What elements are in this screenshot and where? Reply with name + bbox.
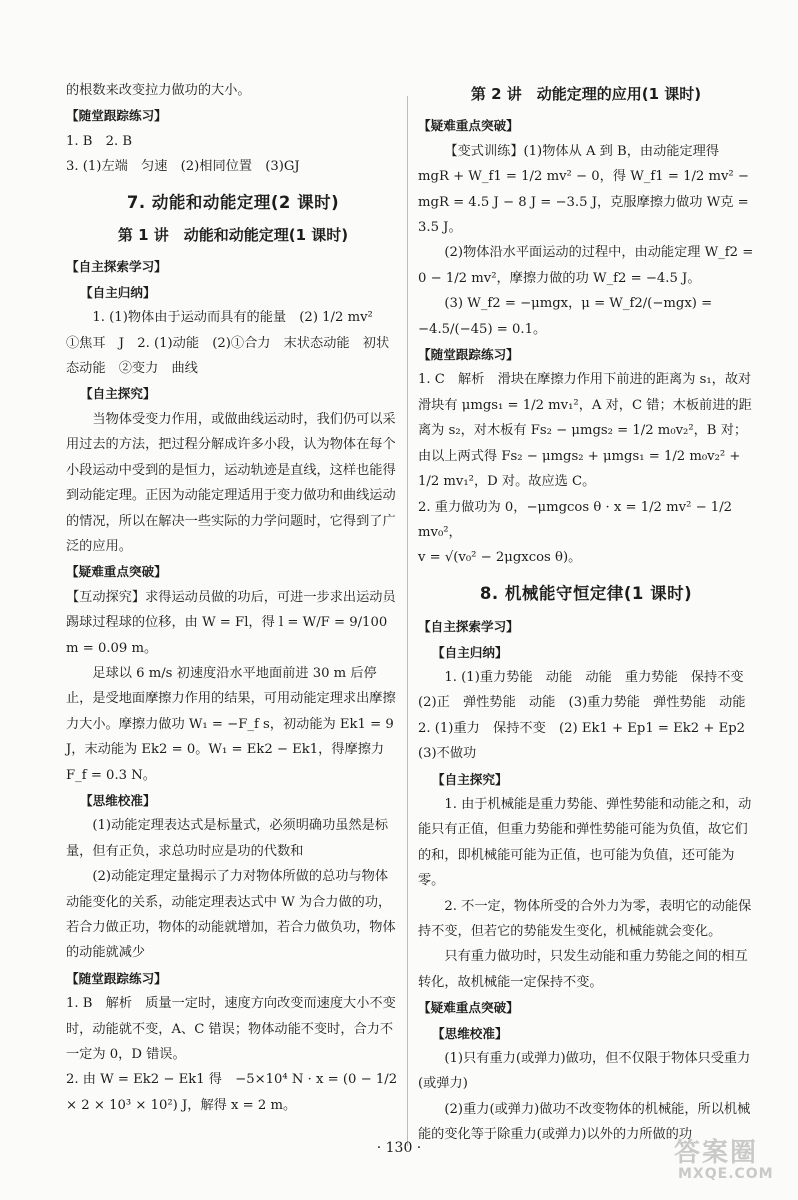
paragraph: 1. B 解析 质量一定时，速度方向改变而速度大小不变时，动能就不变，A、C 错误；物体动能不变时，合力不一定为 0，D 错误。: [66, 996, 396, 1063]
page-number: · 130 ·: [376, 1140, 422, 1156]
column-divider: [407, 96, 408, 1146]
answer-line: 1. (1)物体由于运动而具有的能量 (2) 1/2 mv²: [92, 310, 373, 326]
paragraph: 1. C 解析 滑块在摩擦力作用下前进的距离为 s₁，故对滑块有 μmgs₁ = 1/2 mv₁²，A 对，C 错；木板前进的距离为 s₂，对木板有 Fs₂ − μmgs₂ = 1/2 m₀v₂²，B 对；由以上两式得 Fs₂ − μmgs₂ + μmgs₁ = 1/2 m₀v₂² + 1/2 mv₁²，D 对。故应选 C。: [418, 372, 752, 490]
watermark-logo: [668, 1128, 780, 1190]
subsection-tag: 【自主归纳】: [432, 644, 508, 660]
left-column: [66, 78, 400, 1118]
section-tag: 【随堂跟踪练习】: [66, 970, 167, 986]
paragraph: 当物体受变力作用，或做曲线运动时，我们仍可以采用过去的方法，把过程分解成许多小段，认为物体在每个小段运动中受到的是恒力，运动轨迹是直线，这样也能得到动能定理。正因为动能定理适用于变力做功和曲线运动的情况，所以在解决一些实际的力学问题时，它得到了广泛的应用。: [66, 411, 396, 554]
section-tag: 【自主探索学习】: [418, 619, 519, 635]
answer-line: ①焦耳 J 2. (1)动能 (2)①合力 末状态动能 初状态动能 ②变力 曲线: [66, 335, 390, 377]
paragraph: 【互动探究】求得运动员做的功后，可进一步求出运动员踢球过程球的位移，由 W = Fl，得 l = W/F = 9/100 m = 0.09 m。: [66, 589, 396, 656]
subsection-tag: 【自主探究】: [432, 771, 508, 787]
answer-line: 1. B 2. B: [66, 133, 133, 149]
lesson-heading: 第 2 讲 动能定理的应用(1 课时): [470, 85, 702, 103]
lesson-heading: 第 1 讲 动能和动能定理(1 课时): [117, 226, 349, 245]
paragraph: 足球以 6 m/s 初速度沿水平地面前进 30 m 后停止，是受地面摩擦力作用的结果，可用动能定理求出摩擦力大小。摩擦力做功 W₁ = −F_f s，初动能为 Ek1 = 9 J，末动能为 Ek2 = 0。W₁ = Ek2 − Ek1，得摩擦力 F_f = 0.3 N。: [66, 665, 396, 783]
paragraph: 只有重力做功时，只发生动能和重力势能之间的相互转化，故机械能一定保持不变。: [418, 949, 748, 990]
section-tag: 【随堂跟踪练习】: [66, 108, 167, 124]
subsection-tag: 【自主探究】: [80, 386, 156, 402]
answer-line: 1. (1)重力势能 动能 动能 重力势能 保持不变 (2)正 弹性势能 动能 (3)重力势能 弹性势能 动能 2. (1)重力 保持不变 (2) Ek1 + Ep1 = Ek2 + Ep2 (3)不做功: [418, 669, 759, 762]
formula-line: v = √(v₀² − 2μgxcos θ)。: [418, 550, 582, 566]
paragraph: 1. 由于机械能是重力势能、弹性势能和动能之和，动能只有正值，但重力势能和弹性势能可能为负值，故它们的和，即机械能可能为正值，也可能为负值，还可能为零。: [418, 796, 752, 889]
chapter-heading: 8. 机械能守恒定律(1 课时): [479, 583, 693, 603]
paragraph: 2. 重力做功为 0，−μmgcos θ · x = 1/2 mv² − 1/2 mv₀²，: [418, 499, 733, 540]
section-tag: 【随堂跟踪练习】: [418, 347, 519, 363]
paragraph: (3) W_f2 = −μmgx，μ = W_f2/(−mgx) = −4.5/(−45) = 0.1。: [418, 296, 713, 337]
section-tag: 【自主探索学习】: [66, 259, 167, 275]
paragraph: (2)重力(或弹力)做功不改变物体的机械能，所以机械能的变化等于除重力(或弹力)以外的力所做的功: [418, 1101, 751, 1143]
section-tag: 【疑难重点突破】: [66, 564, 167, 580]
paragraph: 【变式训练】(1)物体从 A 到 B，由动能定理得 mgR + W_f1 = 1/2 mv² − 0，得 W_f1 = 1/2 mv² − mgR = 4.5 J − 8 J = −3.5 J，克服摩擦力做功 W克 = 3.5 J。: [418, 143, 749, 236]
paragraph: 2. 由 W = Ek2 − Ek1 得 −5×10⁴ N · x = (0 − 1/2 × 2 × 10³ × 10²) J，解得 x = 2 m。: [66, 1072, 398, 1113]
watermark-text: 答案圈: [674, 1138, 759, 1168]
answer-line: 3. (1)左端 匀速 (2)相同位置 (3)GJ: [66, 159, 300, 175]
paragraph: (2)动能定理定量揭示了力对物体所做的总功与物体动能变化的关系，动能定理表达式中 W 为合力做的功，若合力做正功，物体的动能就增加，若合力做负功，物体的动能就减少: [66, 869, 396, 961]
paragraph: (2)物体沿水平面运动的过程中，由动能定理 W_f2 = 0 − 1/2 mv²，摩擦力做的功 W_f2 = −4.5 J。: [418, 245, 754, 286]
text-line: 的根数来改变拉力做功的大小。: [66, 83, 251, 98]
watermark-url: MXQE.COM: [678, 1166, 774, 1182]
subsection-tag: 【思维校准】: [432, 1025, 508, 1041]
section-tag: 【疑难重点突破】: [418, 118, 519, 134]
chapter-heading: 7. 动能和动能定理(2 课时): [126, 192, 340, 212]
paragraph: (1)动能定理表达式是标量式，必须明确功虽然是标量，但有正负，求总功时应是功的代数和: [66, 818, 389, 859]
subsection-tag: 【思维校准】: [80, 792, 156, 808]
paragraph: 2. 不一定，物体所受的合外力为零，表明它的动能保持不变，但若它的势能发生变化，机械能就会变化。: [418, 898, 752, 939]
section-tag: 【疑难重点突破】: [418, 1000, 519, 1016]
subsection-tag: 【自主归纳】: [80, 284, 156, 300]
paragraph: (1)只有重力(或弹力)做功，但不仅限于物体只受重力(或弹力): [418, 1051, 751, 1092]
right-column: [418, 78, 759, 1148]
